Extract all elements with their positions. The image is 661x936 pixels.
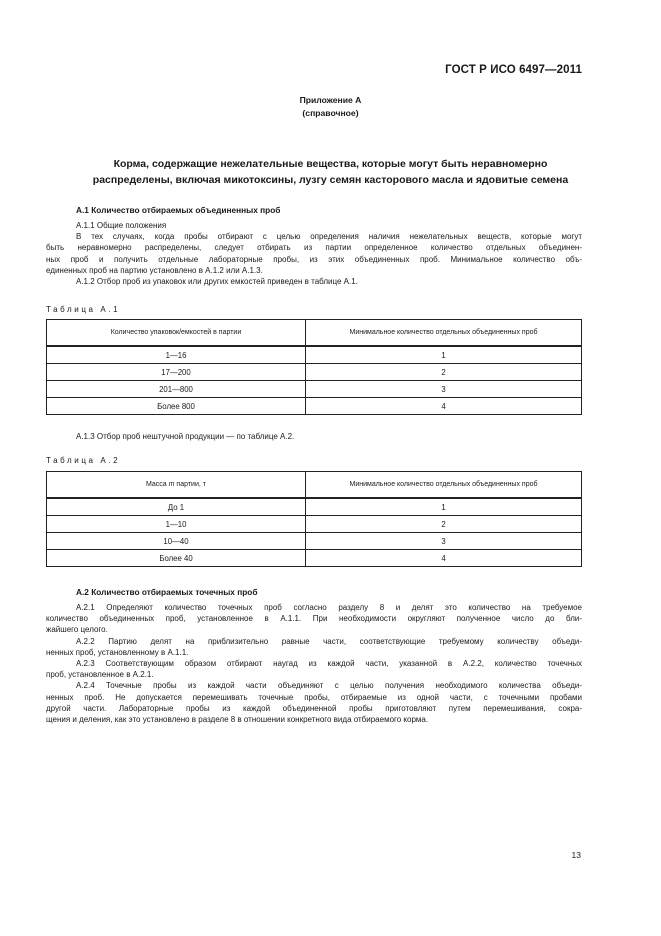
table-cell: 1—10 — [47, 516, 306, 533]
page-number: 13 — [571, 850, 581, 860]
section-heading-a2: А.2 Количество отбираемых точечных проб — [76, 587, 258, 597]
table-row — [47, 381, 582, 398]
table-header-row — [47, 472, 582, 499]
table-row — [47, 550, 582, 567]
text-line: ненных проб. Не допускается перемешивать точечные пробы, отбираемые из одной части, с точечными пробами — [46, 692, 582, 702]
paragraph-a11 — [46, 220, 582, 287]
appendix-title — [60, 156, 601, 188]
header-text: Масса — [146, 481, 169, 488]
table-row — [47, 533, 582, 550]
appendix-note: (справочное) — [302, 108, 359, 118]
appendix-label: Приложение А — [299, 95, 362, 105]
header-text: партии, т — [174, 481, 206, 488]
table-row — [47, 364, 582, 381]
title-line: распределены, включая микотоксины, лузгу семян касторового масла и ядовитые семена — [92, 174, 569, 186]
table-caption: Таблица А.2 — [46, 456, 121, 465]
title-line: Корма, содержащие нежелательные вещества, которые могут быть неравномерно — [113, 158, 548, 170]
text-line: А.1.1 Общие положения — [76, 221, 167, 230]
table-cell: 4 — [306, 398, 582, 415]
table-a2 — [46, 471, 582, 567]
table-cell: 1—16 — [47, 346, 306, 364]
table-header-cell: Минимальное количество отдельных объединенных проб — [306, 472, 582, 499]
text-line: А.1.3 Отбор проб нештучной продукции — по таблице А.2. — [76, 432, 295, 441]
text-line: проб, установленное в А.2.1. — [46, 670, 154, 680]
table-row — [47, 516, 582, 533]
text-line: единенных проб на партию установлено в А.1.2 или А.1.3. — [46, 265, 263, 275]
table-row — [47, 346, 582, 364]
table-cell: 1 — [306, 498, 582, 516]
text-line: щения и деления, как это установлено в разделе 8 в отношении конкретного вида отбираемого корма. — [46, 715, 429, 725]
text-line: количество объединенных проб, установленное в А.1.1. При необходимости округляют полученное число до бли- — [46, 614, 582, 624]
table-cell: Более 40 — [47, 550, 306, 567]
table-cell: 3 — [306, 533, 582, 550]
text-line: А.1.2 Отбор проб из упаковок или других емкостей приведен в таблице А.1. — [76, 277, 358, 287]
table-cell: Более 800 — [47, 398, 306, 415]
section-heading-a1: А.1 Количество отбираемых объединенных проб — [76, 205, 281, 215]
table-header-cell: Количество упаковок/емкостей в партии — [47, 320, 306, 347]
text-line: А.2.4 Точечные пробы из каждой части объединяют с целью получения необходимого количества объеди- — [76, 681, 582, 691]
text-line: В тех случаях, когда пробы отбирают с целью определения наличия нежелательных веществ, которые могут — [76, 232, 582, 242]
text-line: А.2.3 Соответствующим образом отбирают наугад из каждой части, указанной в А.2.2, количество точечных — [76, 659, 582, 669]
table-cell: До 1 — [47, 498, 306, 516]
paragraph-a2 — [46, 602, 582, 725]
text-line: ных проб и получить отдельные лабораторные пробы, из этих объединенных проб. Минимальное количество объ- — [46, 254, 582, 264]
table-cell: 2 — [306, 364, 582, 381]
table-cell: 1 — [306, 346, 582, 364]
text-line: другой части. Лабораторные пробы из каждой объединенной пробы приготовляют путем перемешивания, сокра- — [46, 703, 582, 713]
text-line: А.2.1 Определяют количество точечных проб согласно разделу 8 и делят это количество на требуемое — [76, 603, 582, 612]
table-cell: 3 — [306, 381, 582, 398]
table-row — [47, 498, 582, 516]
paragraph-a13 — [46, 431, 582, 442]
text-line: ненных проб, установленному в А.1.1. — [46, 647, 189, 657]
text-line: жайшего целого. — [46, 625, 108, 635]
table-caption: Таблица А.1 — [46, 305, 121, 314]
table-cell: 2 — [306, 516, 582, 533]
table-a1 — [46, 319, 582, 415]
table-header-row — [47, 320, 582, 347]
table-header-cell: Минимальное количество отдельных объединенных проб — [306, 320, 582, 347]
table-row — [47, 398, 582, 415]
table-header-cell — [47, 472, 306, 499]
table-cell: 17—200 — [47, 364, 306, 381]
mass-symbol: m — [168, 481, 175, 488]
text-line: А.2.2 Партию делят на приблизительно равные части, соответствующие требуемому количеству объеди- — [76, 636, 582, 646]
text-line: быть неравномерно распределены, следует отбирать из партии определенное количество отдельных объединен- — [46, 243, 582, 253]
standard-number: ГОСТ Р ИСО 6497—2011 — [445, 64, 582, 76]
table-cell: 10—40 — [47, 533, 306, 550]
table-cell: 201—800 — [47, 381, 306, 398]
table-cell: 4 — [306, 550, 582, 567]
